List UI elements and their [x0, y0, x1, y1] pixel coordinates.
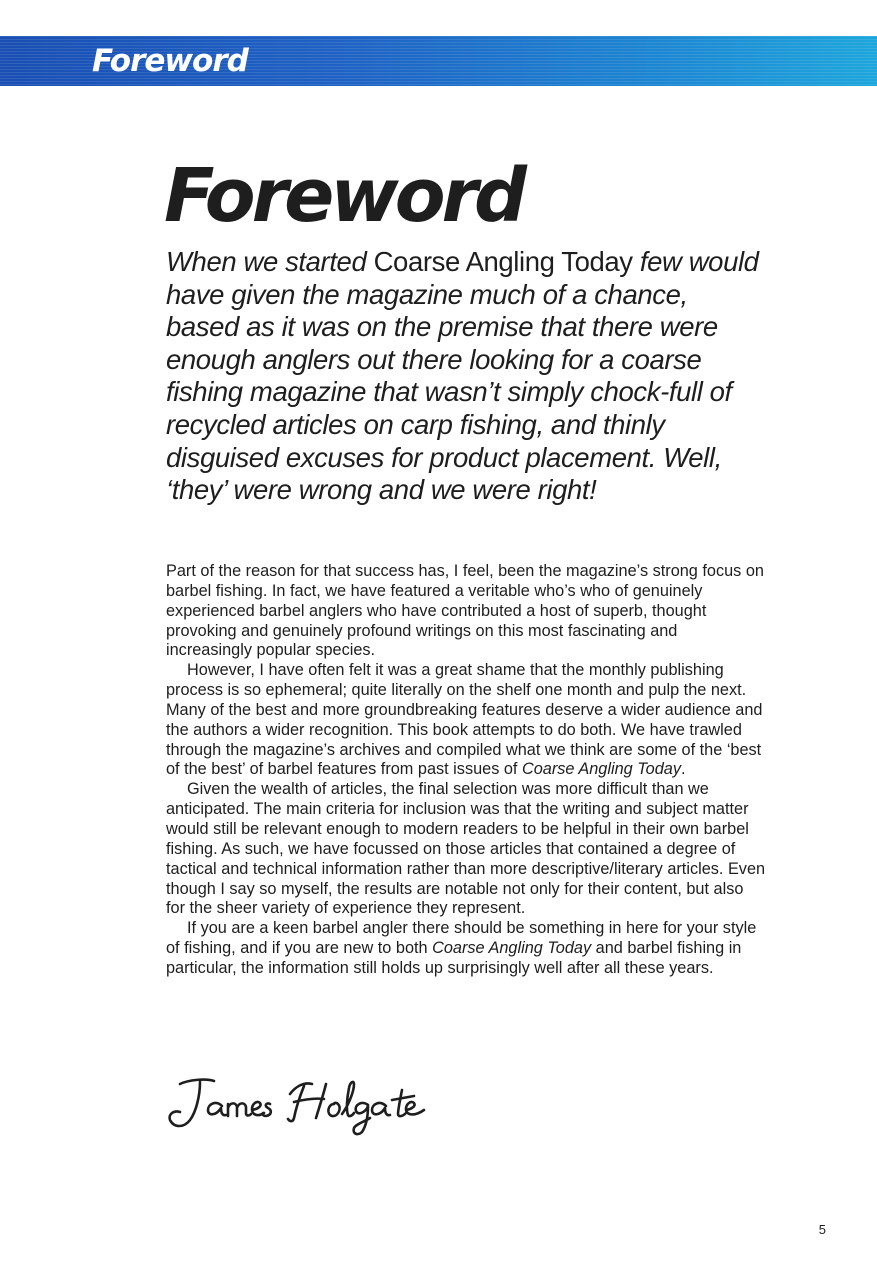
header-title: Foreword — [92, 43, 248, 79]
intro-magazine-name: Coarse Angling Today — [373, 246, 633, 277]
body-paragraph-3: Given the wealth of articles, the final selection was more difficult than we anticipated. The main criteria for inclusion was that the writing and subject matter would still be relevant enough to modern readers to be helpful in their own barbel fishing. As such, we have focussed on those articles that contained a degree of tactical and technical information rather than more descriptive/literary articles. Even though I say so myself, the results are notable not only for their content, but also for the sheer variety of experience they represent. — [166, 780, 766, 918]
intro-paragraph — [166, 246, 766, 507]
body-paragraph-2-end: . — [680, 760, 686, 779]
body-paragraph-2-text: However, I have often felt it was a great shame that the monthly publishing process is so ephemeral; quite literally on the shelf one month and pulp the next. Many of the best and more groundbreaking features deserve a wider audience and the authors a wider recognition. This book attempts to do both. We have trawled through the magazine’s archives and compiled what we think are some of the ‘best of the best’ of barbel features from past issues of — [166, 661, 763, 779]
body-paragraph-1: Part of the reason for that success has, I feel, been the magazine’s strong focus on barbel fishing. In fact, we have featured a veritable who’s who of genuinely experienced barbel anglers who have contributed a host of superb, thought provoking and genuinely profound writings on this most fascinating and increasingly popular species. — [166, 562, 764, 660]
page-number: 5 — [818, 1222, 826, 1237]
body-paragraph-4 — [166, 919, 766, 979]
body-paragraph-4-magazine: Coarse Angling Today — [432, 939, 592, 958]
signature — [166, 1072, 466, 1136]
intro-part-1: When we started — [166, 246, 374, 277]
body-paragraph-2 — [166, 661, 766, 780]
page-title: Foreword — [164, 153, 523, 239]
body-paragraph-4-text: If you are a keen barbel angler there should be something in here for your style of fishing, and if you are new to both — [166, 919, 757, 958]
intro-part-2: few would have given the magazine much of a chance, based as it was on the premise that there were enough anglers out there looking for a coarse fishing magazine that wasn’t simply chock-full of recycled articles on carp fishing, and thinly disguised excuses for product placement. Well, ‘they’ were wrong and we were right! — [166, 246, 759, 506]
body-paragraph-4-end: and barbel fishing in particular, the information still holds up surprisingly well after all these years. — [166, 939, 742, 977]
header-band — [0, 36, 877, 86]
body-paragraph-2-magazine: Coarse Angling Today — [521, 760, 681, 779]
body-text — [166, 562, 766, 979]
